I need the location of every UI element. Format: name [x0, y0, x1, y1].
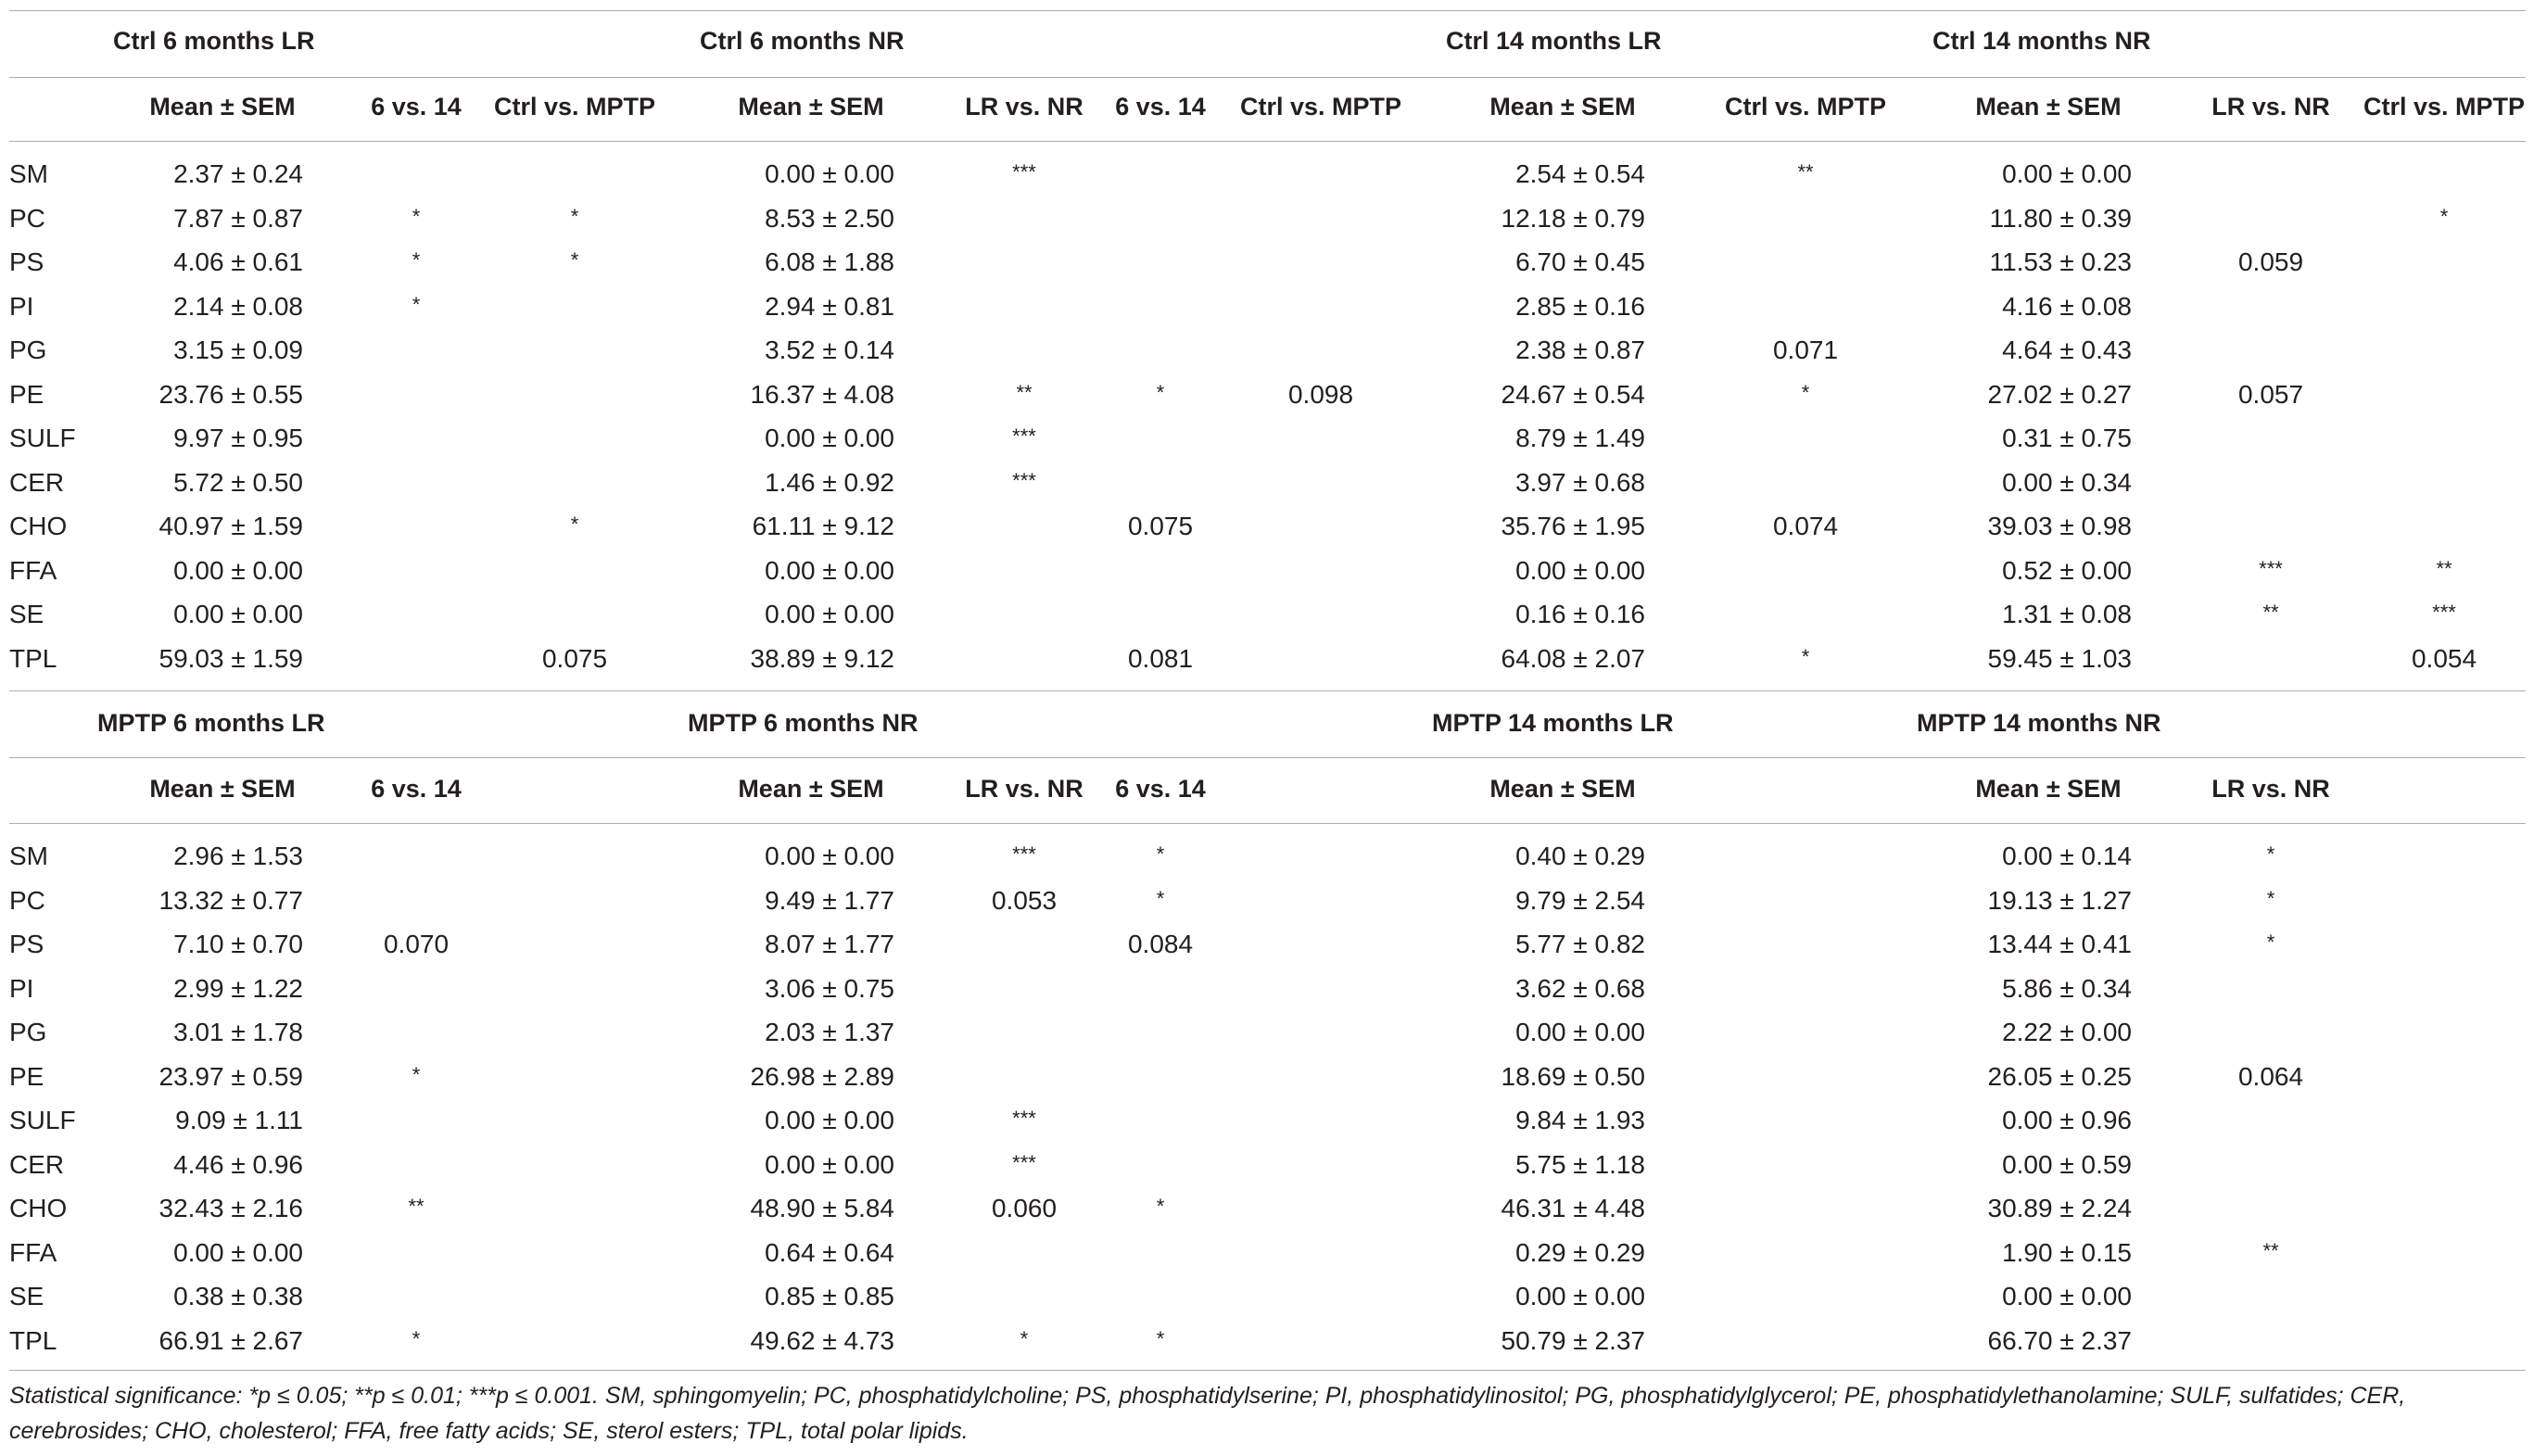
ctrl-mean-cell: 0.00 ± 0.00	[765, 600, 894, 628]
ctrl-stat-cell: **	[2262, 601, 2279, 624]
ctrl-mean-cell: 59.03 ± 1.59	[158, 643, 303, 673]
mptp-mean-cell: 0.00 ± 0.00	[2002, 1282, 2132, 1310]
ctrl-mean-cell: 35.76 ± 1.95	[1501, 512, 1645, 540]
mptp-mean-cell: 5.86 ± 0.34	[2002, 973, 2132, 1003]
ctrl-mean-cell: 4.16 ± 0.08	[2002, 291, 2132, 321]
mptp-stat-cell: ***	[1012, 1107, 1036, 1130]
mptp-mean-cell: 0.29 ± 0.29	[1515, 1237, 1645, 1267]
mptp-mean-cell: 2.22 ± 0.00	[2002, 1018, 2132, 1046]
mptp-mean-cell: 0.00 ± 0.00	[1515, 1282, 1645, 1310]
mptp-row-label: PE	[9, 1061, 44, 1091]
ctrl-mean-cell: 64.08 ± 2.07	[1501, 643, 1645, 673]
mptp-row-label: PI	[9, 973, 34, 1003]
mptp-stat-cell: **	[408, 1195, 424, 1218]
mptp-mean-cell: 3.62 ± 0.68	[1515, 973, 1645, 1003]
ctrl-mean-cell: 6.08 ± 1.88	[765, 247, 894, 276]
mptp-row-label: TPL	[9, 1325, 57, 1355]
ctrl-column-header: Mean ± SEM	[738, 93, 884, 120]
ctrl-mean-cell: 2.85 ± 0.16	[1515, 291, 1645, 321]
ctrl-mean-cell: 0.00 ± 0.00	[173, 555, 303, 585]
mptp-mean-cell: 0.00 ± 0.00	[1515, 1018, 1645, 1046]
ctrl-column-header: Mean ± SEM	[1489, 93, 1636, 120]
ctrl-stat-cell: 0.098	[1287, 379, 1354, 409]
ctrl-mean-cell: 0.16 ± 0.16	[1515, 600, 1645, 628]
ctrl-mean-cell: 5.72 ± 0.50	[173, 467, 303, 497]
mptp-mean-cell: 26.05 ± 0.25	[1987, 1061, 2132, 1091]
ctrl-stat-cell: *	[412, 248, 421, 272]
ctrl-group-title: Ctrl 14 months NR	[1932, 27, 2151, 55]
mptp-stat-cell: *	[1020, 1326, 1029, 1350]
mptp-column-header: 6 vs. 14	[1115, 775, 1206, 803]
ctrl-row-label: SULF	[9, 424, 76, 452]
ctrl-mean-cell: 38.89 ± 9.12	[750, 643, 894, 673]
ctrl-mean-cell: 3.52 ± 0.14	[765, 336, 894, 364]
ctrl-stat-cell: *	[412, 292, 421, 316]
ctrl-row-label: PI	[9, 291, 34, 321]
mptp-stat-cell: 0.053	[991, 885, 1058, 915]
ctrl-stat-cell: 0.054	[2411, 643, 2477, 673]
bottom-rule	[9, 1370, 2526, 1371]
mptp-stat-cell: 0.064	[2237, 1061, 2304, 1091]
ctrl-mean-cell: 4.06 ± 0.61	[173, 247, 303, 276]
mptp-mean-cell: 0.00 ± 0.96	[2002, 1106, 2132, 1134]
ctrl-row-label: CER	[9, 467, 65, 497]
ctrl-group-title: Ctrl 6 months NR	[700, 27, 905, 55]
ctrl-mean-cell: 2.37 ± 0.24	[173, 159, 303, 188]
mptp-mean-cell: 5.75 ± 1.18	[1515, 1149, 1645, 1179]
mptp-stat-cell: *	[1156, 886, 1165, 910]
mptp-mean-cell: 0.85 ± 0.85	[765, 1282, 894, 1310]
mptp-stat-cell: *	[412, 1326, 421, 1350]
ctrl-stat-cell: 0.075	[1127, 512, 1194, 540]
mptp-mean-cell: 3.06 ± 0.75	[765, 973, 894, 1003]
ctrl-mean-cell: 2.14 ± 0.08	[173, 291, 303, 321]
ctrl-column-header: 6 vs. 14	[1115, 93, 1206, 120]
ctrl-stat-cell: ***	[1012, 160, 1036, 184]
ctrl-mean-cell: 8.53 ± 2.50	[765, 203, 894, 233]
mptp-mean-cell: 4.46 ± 0.96	[173, 1149, 303, 1179]
mptp-stat-cell: *	[1156, 1195, 1165, 1218]
ctrl-stat-cell: *	[570, 204, 579, 228]
mptp-mean-cell: 23.97 ± 0.59	[158, 1061, 303, 1091]
ctrl-mean-cell: 11.53 ± 0.23	[1989, 247, 2132, 276]
mptp-group-title: MPTP 6 months LR	[97, 709, 325, 737]
ctrl-mean-cell: 11.80 ± 0.39	[1989, 203, 2132, 233]
mptp-mean-cell: 66.70 ± 2.37	[1987, 1325, 2132, 1355]
mptp-mean-cell: 0.38 ± 0.38	[173, 1282, 303, 1310]
ctrl-row-label: PC	[9, 203, 45, 233]
ctrl-stat-cell: ***	[2259, 556, 2283, 580]
mptp-header-rule	[9, 823, 2526, 824]
ctrl-column-header: Ctrl vs. MPTP	[2363, 93, 2526, 120]
mptp-row-label: PG	[9, 1018, 47, 1046]
ctrl-row-label: PG	[9, 336, 47, 364]
ctrl-stat-cell: ***	[2432, 601, 2456, 624]
ctrl-stat-cell: ***	[1012, 468, 1036, 492]
mptp-group-rule	[9, 757, 2526, 758]
mptp-mean-cell: 0.00 ± 0.14	[2002, 842, 2132, 870]
mptp-mean-cell: 2.99 ± 1.22	[173, 973, 303, 1003]
mptp-mean-cell: 9.84 ± 1.93	[1515, 1106, 1645, 1134]
mptp-row-label: SULF	[9, 1106, 76, 1134]
mptp-group-title: MPTP 14 months NR	[1917, 709, 2161, 737]
ctrl-mean-cell: 0.00 ± 0.00	[1515, 555, 1645, 585]
mptp-column-header: Mean ± SEM	[149, 775, 296, 803]
mptp-mean-cell: 19.13 ± 1.27	[1987, 885, 2132, 915]
ctrl-mean-cell: 6.70 ± 0.45	[1515, 247, 1645, 276]
ctrl-mean-cell: 12.18 ± 0.79	[1501, 203, 1645, 233]
mptp-column-header: 6 vs. 14	[371, 775, 462, 803]
mptp-stat-cell: 0.084	[1127, 930, 1194, 958]
section-divider-rule	[9, 690, 2526, 691]
ctrl-mean-cell: 0.00 ± 0.00	[173, 600, 303, 628]
footnote: Statistical significance: *p ≤ 0.05; **p ≤ 0.01; ***p ≤ 0.001. SM, sphingomyelin; PC, phosphatidylcholine; PS, phosphatidylserine; PI, phosphatidylinositol; PG, phosphatidylglycerol; PE, phosphatidylethanolamine; SULF, sulfatides; CER, cerebrosides; CHO, cholesterol; FFA, free fatty acids; SE, sterol esters; TPL, total polar lipids.	[9, 1383, 2406, 1444]
ctrl-column-header: 6 vs. 14	[371, 93, 462, 120]
ctrl-row-label: PE	[9, 379, 44, 409]
ctrl-mean-cell: 0.00 ± 0.00	[765, 424, 894, 452]
ctrl-mean-cell: 39.03 ± 0.98	[1987, 512, 2132, 540]
mptp-mean-cell: 1.90 ± 0.15	[2002, 1237, 2132, 1267]
ctrl-row-label: SE	[9, 600, 44, 628]
ctrl-mean-cell: 2.54 ± 0.54	[1515, 159, 1645, 188]
ctrl-mean-cell: 59.45 ± 1.03	[1987, 643, 2132, 673]
ctrl-column-header: Ctrl vs. MPTP	[1724, 93, 1887, 120]
mptp-mean-cell: 46.31 ± 4.48	[1501, 1194, 1645, 1222]
ctrl-row-label: CHO	[9, 512, 68, 540]
mptp-mean-cell: 2.03 ± 1.37	[765, 1018, 894, 1046]
mptp-row-label: SM	[9, 842, 48, 870]
ctrl-mean-cell: 1.46 ± 0.92	[765, 467, 894, 497]
mptp-mean-cell: 7.10 ± 0.70	[173, 930, 303, 958]
ctrl-column-header: LR vs. NR	[2211, 93, 2330, 120]
ctrl-group-title: Ctrl 14 months LR	[1446, 27, 1662, 55]
mptp-mean-cell: 0.00 ± 0.00	[765, 842, 894, 870]
ctrl-row-label: FFA	[9, 555, 57, 585]
ctrl-mean-cell: 40.97 ± 1.59	[158, 512, 303, 540]
ctrl-column-header: Mean ± SEM	[149, 93, 296, 120]
mptp-mean-cell: 13.44 ± 0.41	[1987, 930, 2132, 958]
mptp-mean-cell: 0.40 ± 0.29	[1515, 842, 1645, 870]
ctrl-mean-cell: 0.31 ± 0.75	[2002, 424, 2132, 452]
mptp-mean-cell: 30.89 ± 2.24	[1987, 1194, 2132, 1222]
mptp-group-title: MPTP 6 months NR	[688, 709, 919, 737]
ctrl-stat-cell: 0.081	[1127, 643, 1194, 673]
ctrl-stat-cell: *	[1801, 380, 1810, 404]
mptp-mean-cell: 0.64 ± 0.64	[765, 1237, 894, 1267]
ctrl-group-title: Ctrl 6 months LR	[113, 27, 315, 55]
ctrl-stat-cell: *	[570, 513, 579, 536]
ctrl-row-label: SM	[9, 159, 48, 188]
mptp-stat-cell: *	[2266, 886, 2275, 910]
mptp-mean-cell: 9.49 ± 1.77	[765, 885, 894, 915]
ctrl-stat-cell: *	[412, 204, 421, 228]
mptp-row-label: PC	[9, 885, 45, 915]
mptp-mean-cell: 32.43 ± 2.16	[158, 1194, 303, 1222]
ctrl-mean-cell: 61.11 ± 9.12	[752, 512, 894, 540]
ctrl-mean-cell: 0.00 ± 0.34	[2002, 467, 2132, 497]
ctrl-mean-cell: 2.94 ± 0.81	[765, 291, 894, 321]
ctrl-stat-cell: 0.071	[1772, 336, 1839, 364]
ctrl-mean-cell: 9.97 ± 0.95	[173, 424, 303, 452]
mptp-mean-cell: 13.32 ± 0.77	[158, 885, 303, 915]
mptp-mean-cell: 0.00 ± 0.59	[2002, 1149, 2132, 1179]
mptp-stat-cell: ***	[1012, 842, 1036, 866]
mptp-mean-cell: 48.90 ± 5.84	[750, 1194, 894, 1222]
mptp-group-title: MPTP 14 months LR	[1432, 709, 1674, 737]
mptp-mean-cell: 18.69 ± 0.50	[1501, 1061, 1645, 1091]
ctrl-stat-cell: *	[570, 248, 579, 272]
ctrl-stat-cell: 0.074	[1772, 512, 1839, 540]
ctrl-column-header: Mean ± SEM	[1975, 93, 2122, 120]
ctrl-stat-cell: **	[1797, 160, 1814, 184]
mptp-mean-cell: 50.79 ± 2.37	[1501, 1325, 1645, 1355]
ctrl-mean-cell: 16.37 ± 4.08	[750, 379, 894, 409]
mptp-column-header: Mean ± SEM	[1975, 775, 2122, 803]
ctrl-group-rule	[9, 77, 2526, 78]
mptp-row-label: CHO	[9, 1194, 68, 1222]
ctrl-column-header: Ctrl vs. MPTP	[493, 93, 656, 120]
ctrl-mean-cell: 24.67 ± 0.54	[1501, 379, 1645, 409]
ctrl-row-label: PS	[9, 247, 44, 276]
ctrl-column-header: LR vs. NR	[965, 93, 1083, 120]
mptp-stat-cell: *	[412, 1062, 421, 1086]
mptp-mean-cell: 0.00 ± 0.00	[173, 1237, 303, 1267]
mptp-column-header: Mean ± SEM	[1489, 775, 1636, 803]
ctrl-stat-cell: *	[1801, 644, 1810, 668]
ctrl-mean-cell: 0.00 ± 0.00	[2002, 159, 2132, 188]
mptp-row-label: FFA	[9, 1237, 57, 1267]
mptp-mean-cell: 26.98 ± 2.89	[750, 1061, 894, 1091]
mptp-stat-cell: *	[1156, 1326, 1165, 1350]
ctrl-stat-cell: 0.059	[2237, 247, 2304, 276]
ctrl-stat-cell: 0.057	[2237, 379, 2304, 409]
mptp-column-header: LR vs. NR	[2211, 775, 2330, 803]
ctrl-mean-cell: 8.79 ± 1.49	[1515, 424, 1645, 452]
ctrl-mean-cell: 3.97 ± 0.68	[1515, 467, 1645, 497]
mptp-row-label: SE	[9, 1282, 44, 1310]
ctrl-stat-cell: 0.075	[541, 643, 608, 673]
ctrl-stat-cell: **	[2436, 556, 2452, 580]
mptp-stat-cell: *	[2266, 931, 2275, 954]
top-rule	[9, 10, 2526, 11]
mptp-row-label: CER	[9, 1149, 65, 1179]
ctrl-mean-cell: 7.87 ± 0.87	[173, 203, 303, 233]
ctrl-stat-cell: *	[2439, 204, 2449, 228]
mptp-mean-cell: 66.91 ± 2.67	[158, 1325, 303, 1355]
ctrl-mean-cell: 1.31 ± 0.08	[2002, 600, 2132, 628]
ctrl-row-label: TPL	[9, 643, 57, 673]
ctrl-stat-cell: **	[1016, 380, 1033, 404]
ctrl-mean-cell: 0.00 ± 0.00	[765, 555, 894, 585]
ctrl-stat-cell: ***	[1012, 424, 1036, 448]
mptp-mean-cell: 0.00 ± 0.00	[765, 1149, 894, 1179]
mptp-mean-cell: 8.07 ± 1.77	[765, 930, 894, 958]
mptp-mean-cell: 9.09 ± 1.11	[175, 1106, 303, 1134]
mptp-stat-cell: 0.060	[991, 1194, 1058, 1222]
mptp-mean-cell: 0.00 ± 0.00	[765, 1106, 894, 1134]
ctrl-mean-cell: 0.52 ± 0.00	[2002, 555, 2132, 585]
mptp-mean-cell: 49.62 ± 4.73	[750, 1325, 894, 1355]
ctrl-mean-cell: 3.15 ± 0.09	[173, 336, 303, 364]
mptp-mean-cell: 5.77 ± 0.82	[1515, 930, 1645, 958]
mptp-stat-cell: *	[2266, 842, 2275, 866]
mptp-stat-cell: *	[1156, 842, 1165, 866]
ctrl-mean-cell: 0.00 ± 0.00	[765, 159, 894, 188]
ctrl-stat-cell: *	[1156, 380, 1165, 404]
ctrl-mean-cell: 23.76 ± 0.55	[158, 379, 303, 409]
mptp-mean-cell: 2.96 ± 1.53	[173, 842, 303, 870]
mptp-column-header: Mean ± SEM	[738, 775, 884, 803]
ctrl-column-header: Ctrl vs. MPTP	[1239, 93, 1402, 120]
ctrl-header-rule	[9, 141, 2526, 142]
mptp-column-header: LR vs. NR	[965, 775, 1083, 803]
mptp-mean-cell: 9.79 ± 2.54	[1515, 885, 1645, 915]
mptp-stat-cell: **	[2262, 1238, 2279, 1262]
mptp-stat-cell: 0.070	[383, 930, 450, 958]
ctrl-mean-cell: 2.38 ± 0.87	[1515, 336, 1645, 364]
mptp-stat-cell: ***	[1012, 1150, 1036, 1174]
mptp-mean-cell: 3.01 ± 1.78	[173, 1018, 303, 1046]
mptp-row-label: PS	[9, 930, 44, 958]
ctrl-mean-cell: 4.64 ± 0.43	[2002, 336, 2132, 364]
ctrl-mean-cell: 27.02 ± 0.27	[1987, 379, 2132, 409]
